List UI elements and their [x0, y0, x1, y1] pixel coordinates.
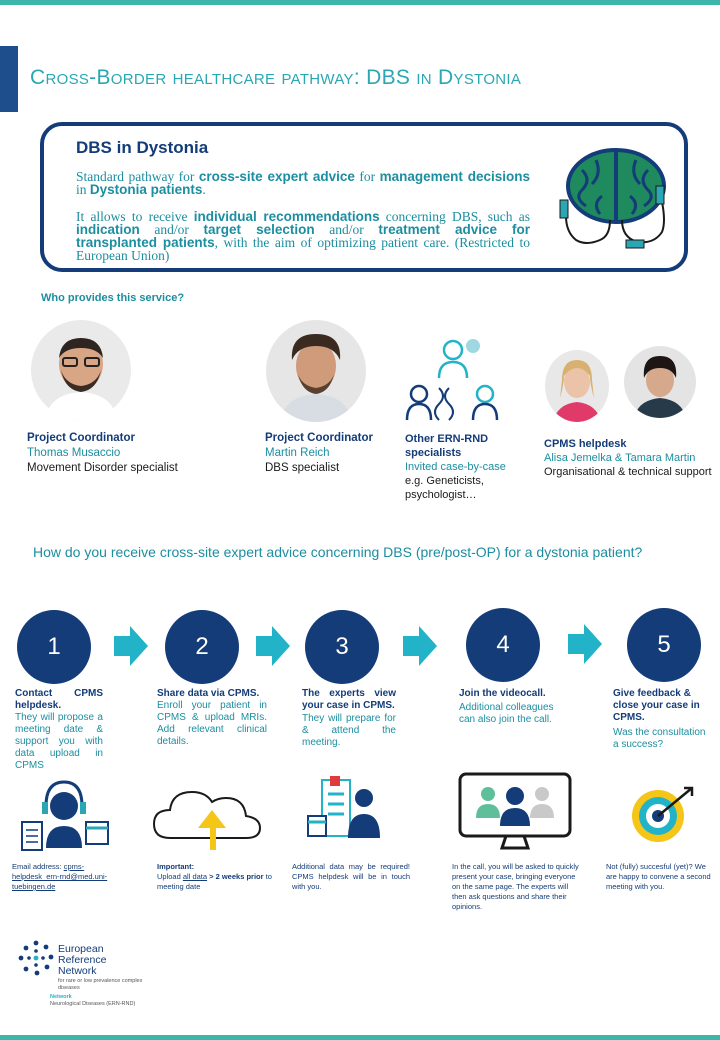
helpdesk-email-link[interactable]: cpms-helpdesk_ern-rnd@med.uni-tuebingen.de [12, 862, 108, 891]
specialists-icon [405, 334, 505, 424]
provider-4 [544, 437, 712, 479]
hero-emphasis: cross-site expert advice [198, 169, 355, 184]
hero-text: It allows to receive [76, 209, 194, 224]
hero-emphasis: Dystonia patients [89, 182, 203, 197]
provider-role: Project Coordinator [27, 432, 135, 444]
note-text: Upload [157, 872, 183, 881]
hero-emphasis: management decisions [379, 169, 530, 184]
note-label: Important: [157, 862, 195, 871]
hero-text: and/or [314, 222, 379, 237]
step-3-text: They will prepare for & attend the meeting. [302, 713, 396, 748]
provider-role: Other ERN-RND specialists [405, 433, 489, 459]
step-5-text: Was the consultation a success? [613, 727, 706, 750]
provider-description: e.g. Geneticists, psychologist… [405, 475, 484, 501]
target-icon [628, 784, 698, 844]
ern-logo-subtitle: for rare or low prevalence complex diseases [58, 978, 143, 991]
step-2-note [157, 862, 275, 892]
provider-role: CPMS helpdesk [544, 438, 627, 450]
providers-heading: Who provides this service? [41, 292, 185, 304]
arrow-right-icon [256, 626, 290, 666]
ern-logo-title [58, 944, 106, 977]
portrait-martin-reich [266, 320, 366, 422]
hospital-doctor-icon [306, 776, 386, 840]
hero-emphasis: target selection [203, 222, 315, 237]
arrow-right-icon [114, 626, 148, 666]
ern-logo-network [50, 994, 140, 1008]
ern-logo-dots-icon [18, 940, 54, 976]
step-4-circle: 4 [466, 608, 540, 682]
note-text: all data [182, 872, 208, 881]
ern-logo [18, 940, 158, 1020]
provider-name: Martin Reich [265, 447, 330, 459]
note-emphasis: > 2 weeks prior [207, 872, 264, 881]
step-4-note: In the call, you will be asked to quickly present your case, bringing everyone on the same page. The experts will then ask questions and share their opinions. [452, 862, 579, 911]
portrait-alisa-jemelka [545, 350, 609, 422]
arrow-right-icon [568, 624, 602, 664]
hero-text: , with the aim of optimizing patient care. (Restricted to European Union) [76, 235, 530, 263]
provider-name: Alisa Jemelka & Tamara Martin [544, 452, 696, 464]
note-text: to meeting date [157, 872, 272, 891]
logo-line: Network [58, 965, 97, 977]
provider-description: DBS specialist [265, 462, 340, 474]
step-3-note: Additional data may be required! CPMS helpdesk will be in touch with you. [292, 862, 410, 891]
hero-text: concerning DBS, such as [379, 209, 530, 224]
portrait-tamara-martin [624, 346, 696, 418]
provider-1 [27, 431, 227, 476]
logo-network-subtitle: Neurological Diseases (ERN-RND) [50, 1001, 136, 1007]
top-accent-bar [0, 0, 720, 5]
provider-3 [405, 432, 525, 502]
hero-box [40, 122, 688, 272]
hero-emphasis: indication [76, 222, 140, 237]
cloud-upload-icon [150, 788, 262, 850]
logo-network-label: Network [50, 994, 72, 1000]
hero-title: DBS in Dystonia [76, 138, 209, 157]
step-5-note: Not (fully) succesful (yet)? We are happy to convene a second meeting with you. [606, 862, 711, 891]
step-3-circle: 3 [305, 610, 379, 684]
provider-role: Project Coordinator [265, 432, 373, 444]
hero-text: . [202, 182, 206, 197]
hero-text: Standard pathway for [76, 169, 199, 184]
hero-paragraph-1 [76, 170, 530, 196]
step-5-circle: 5 [627, 608, 701, 682]
step-2-text: Enroll your patient in CPMS & upload MRIs. Add relevant clinical details. [157, 700, 267, 747]
step-2-circle: 2 [165, 610, 239, 684]
logo-line: Reference [58, 954, 107, 966]
note-label: Email address: [12, 862, 64, 871]
step-1-circle: 1 [17, 610, 91, 684]
side-accent-mark [0, 46, 18, 112]
arrow-right-icon [403, 626, 437, 666]
step-2-title: Share data via CPMS. [157, 688, 260, 699]
step-4-title: Join the videocall. [459, 688, 546, 699]
helpdesk-headset-icon [20, 778, 110, 854]
step-4-text: Additional colleagues can also join the call. [459, 702, 554, 725]
step-5-title: Give feedback & close your case in CPMS. [613, 688, 700, 723]
step-3-title: The experts view your case in CPMS. [302, 688, 396, 711]
provider-name: Thomas Musaccio [27, 447, 121, 459]
hero-text: and/or [139, 222, 204, 237]
hero-emphasis: treatment advice for transplanted patients [76, 222, 530, 250]
hero-text: in [76, 182, 90, 197]
provider-name: Invited case-by-case [405, 461, 506, 473]
step-1-title: Contact CPMS helpdesk. [15, 688, 103, 711]
bottom-accent-bar [0, 1035, 720, 1040]
step-1-note [12, 862, 130, 892]
logo-line: European [58, 943, 104, 955]
portrait-thomas-musaccio [31, 320, 131, 420]
hero-emphasis: individual recommendations [193, 209, 380, 224]
hero-paragraph-2 [76, 210, 530, 262]
step-1-text: They will propose a meeting date & support you with data upload in CPMS [15, 712, 103, 771]
provider-description: Organisational & technical support [544, 466, 712, 478]
provider-description: Movement Disorder specialist [27, 462, 178, 474]
hero-text: for [354, 169, 380, 184]
videocall-monitor-icon [458, 772, 572, 850]
page-title: Cross-Border healthcare pathway: DBS in Dystonia [30, 66, 522, 89]
brain-electrode-icon [552, 146, 678, 258]
provider-2 [265, 431, 395, 476]
process-question: How do you receive cross-site expert advice concerning DBS (pre/post-OP) for a dystonia patient? [33, 544, 643, 560]
